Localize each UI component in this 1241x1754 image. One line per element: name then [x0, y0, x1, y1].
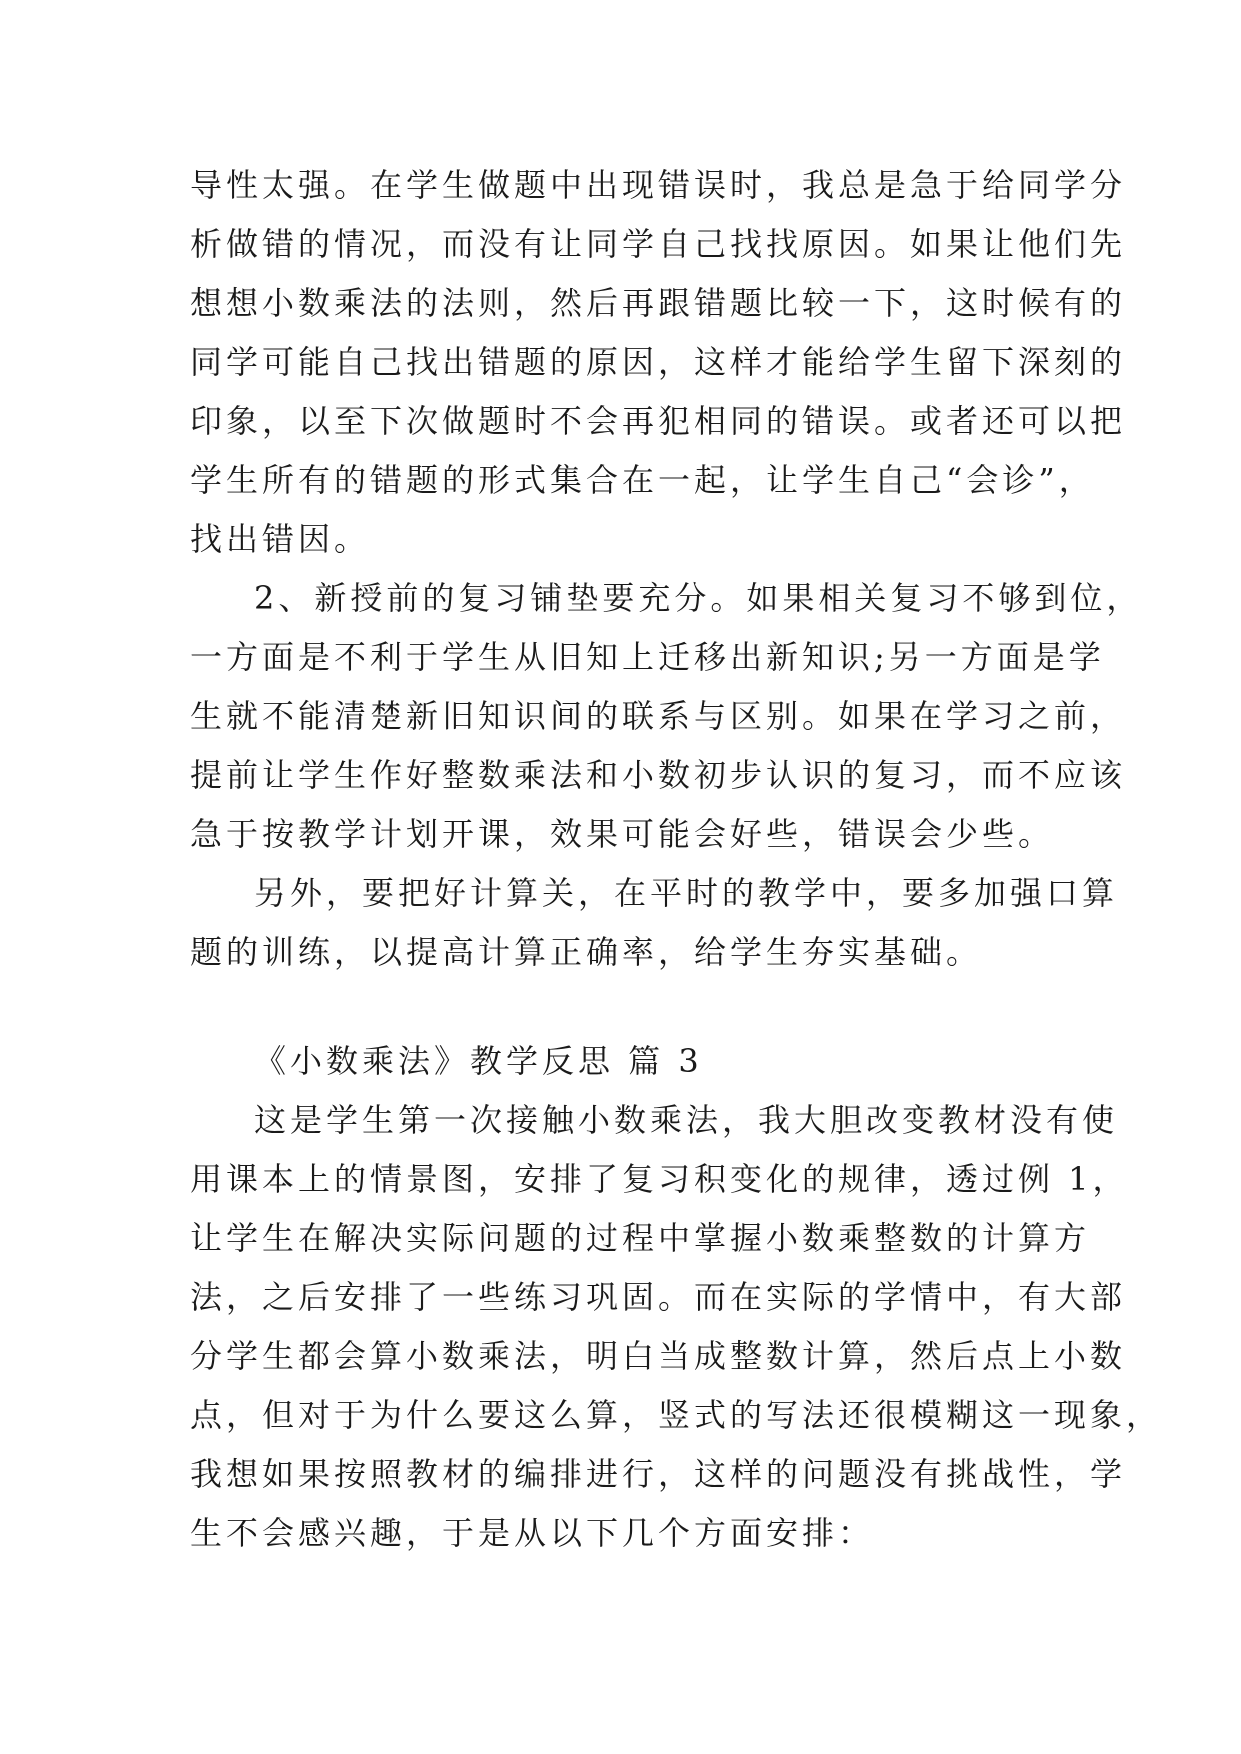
section-heading: 《小数乘法》教学反思 篇 3 — [254, 1042, 703, 1080]
paragraph-line: 提前让学生作好整数乘法和小数初步认识的复习，而不应该 — [190, 756, 1127, 794]
paragraph-line: 用课本上的情景图，安排了复习积变化的规律，透过例 1， — [190, 1160, 1129, 1198]
paragraph-line: 点，但对于为什么要这么算，竖式的写法还很模糊这一现象， — [190, 1396, 1163, 1434]
paragraph-line: 学生所有的错题的形式集合在一起，让学生自己“会诊”， — [190, 461, 1095, 499]
paragraph-line: 生不会感兴趣，于是从以下几个方面安排： — [190, 1514, 875, 1552]
paragraph-line: 找出错因。 — [190, 520, 371, 558]
body-text-bottom — [190, 1032, 1163, 1563]
paragraph-line: 导性太强。在学生做题中出现错误时，我总是急于给同学分 — [190, 166, 1127, 204]
paragraph-line: 同学可能自己找出错题的原因，这样才能给学生留下深刻的 — [190, 343, 1127, 381]
paragraph-line: 分学生都会算小数乘法，明白当成整数计算，然后点上小数 — [190, 1337, 1127, 1375]
paragraph-line: 法，之后安排了一些练习巩固。而在实际的学情中，有大部 — [190, 1278, 1127, 1316]
paragraph-line: 想想小数乘法的法则，然后再跟错题比较一下，这时候有的 — [190, 284, 1127, 322]
paragraph-line: 让学生在解决实际问题的过程中掌握小数乘整数的计算方 — [190, 1219, 1091, 1257]
paragraph-line: 析做错的情况，而没有让同学自己找找原因。如果让他们先 — [190, 225, 1127, 263]
paragraph-line: 题的训练，以提高计算正确率，给学生夯实基础。 — [190, 933, 983, 971]
paragraph-line: 生就不能清楚新旧知识间的联系与区别。如果在学习之前， — [190, 697, 1127, 735]
body-text-top — [190, 156, 1143, 982]
paragraph-line: 急于按教学计划开课，效果可能会好些，错误会少些。 — [190, 815, 1055, 853]
paragraph-line: 另外，要把好计算关，在平时的教学中，要多加强口算 — [254, 874, 1119, 912]
paragraph-line: 这是学生第一次接触小数乘法，我大胆改变教材没有使 — [254, 1101, 1119, 1139]
paragraph-line: 2、新授前的复习铺垫要充分。如果相关复习不够到位， — [254, 579, 1143, 617]
paragraph-line: 我想如果按照教材的编排进行，这样的问题没有挑战性，学 — [190, 1455, 1127, 1493]
paragraph-line: 印象，以至下次做题时不会再犯相同的错误。或者还可以把 — [190, 402, 1127, 440]
paragraph-line: 一方面是不利于学生从旧知上迁移出新知识;另一方面是学 — [190, 638, 1105, 676]
